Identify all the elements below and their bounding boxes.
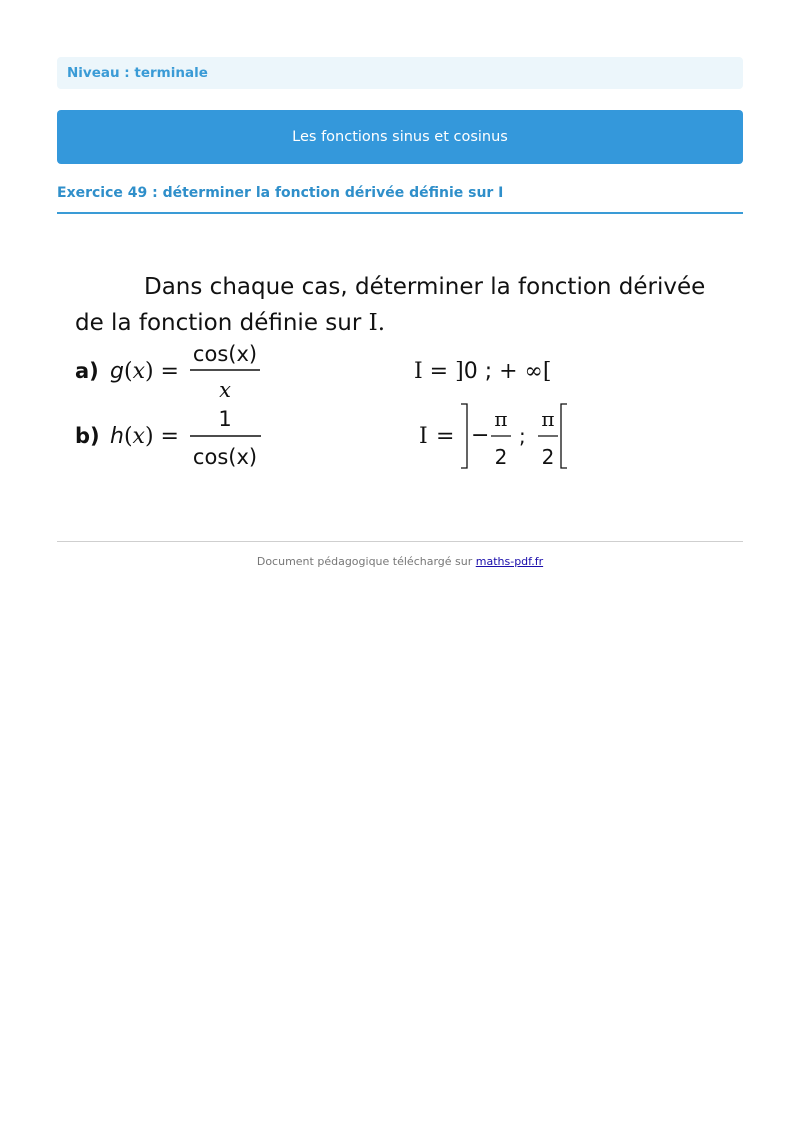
- item-b-variable: x: [132, 424, 145, 449]
- item-b-lower-numerator: π: [494, 407, 508, 431]
- item-a-denominator: x: [219, 378, 231, 402]
- item-b-interval-var: I: [419, 424, 428, 449]
- footer: [57, 555, 743, 568]
- item-b-denominator: cos(x): [192, 445, 258, 469]
- item-b-upper-denominator: 2: [541, 445, 555, 469]
- item-b-numerator: 1: [218, 407, 232, 431]
- item-b-upper-numerator: π: [541, 407, 555, 431]
- item-a-variable: x: [132, 359, 145, 384]
- item-b-interval-minus: −: [471, 423, 490, 448]
- exercise-statement: [0, 0, 800, 500]
- instruction-interval-var: I.: [368, 310, 386, 336]
- item-a-interval-upper: + ∞[: [499, 359, 552, 384]
- interval-left-bracket: [461, 404, 467, 468]
- item-b-label: b): [75, 424, 100, 448]
- item-b-interval-separator: ;: [519, 424, 526, 448]
- item-a-numerator: cos(x): [192, 342, 258, 366]
- item-b-function-name: h: [110, 424, 124, 449]
- item-a-interval-separator: ;: [477, 359, 500, 384]
- instruction-line-1: Dans chaque cas, déterminer la fonction dérivée: [144, 274, 706, 300]
- item-a-interval-lower: 0: [463, 359, 478, 384]
- interval-right-bracket: [561, 404, 567, 468]
- item-a-label: a): [75, 359, 99, 383]
- footer-text: Document pédagogique téléchargé sur: [256, 555, 476, 568]
- instruction-line-2: [75, 310, 385, 336]
- chapter-title: Les fonctions sinus et cosinus: [292, 129, 508, 145]
- footer-divider: [57, 541, 743, 542]
- item-b-interval-equals: =: [436, 424, 455, 449]
- exercise-heading: Exercice 49 : déterminer la fonction dérivée définie sur I: [57, 185, 504, 201]
- level-label: Niveau : terminale: [67, 65, 208, 81]
- footer-site-link[interactable]: maths-pdf.fr: [475, 555, 544, 568]
- item-a-lhs: g(x) =: [110, 359, 179, 384]
- item-b-lhs: h(x) =: [110, 424, 179, 449]
- item-a-interval: [414, 359, 551, 384]
- item-a-interval-prefix: I = ]: [414, 359, 464, 384]
- instruction-line-2-text: de la fonction définie sur: [75, 310, 369, 336]
- item-b-lower-denominator: 2: [494, 445, 508, 469]
- item-a-function-name: g: [110, 359, 124, 384]
